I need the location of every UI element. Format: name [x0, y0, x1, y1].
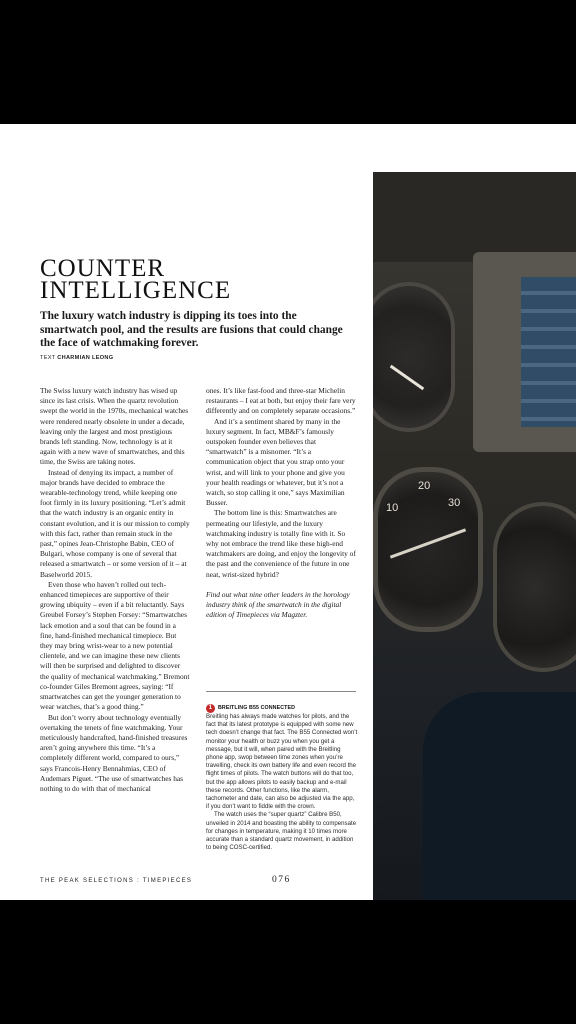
body-paragraph: The Swiss luxury watch industry has wised up since its last crisis. When the quartz revolution swept the world in the 1970s, mechanical watches were rendered nearly obsolete in under a decade, leaving only the largest and most prestigious brands left standing. Now, technology is at it again with a new wave of smartwatches, and this time, the Swiss are taking notes.	[40, 386, 189, 467]
gauge-right	[493, 502, 576, 672]
sidebar-title-text: BREITLING B55 CONNECTED	[218, 705, 296, 711]
headline-line: INTELLIGENCE	[40, 277, 232, 304]
body-paragraph: Even those who haven’t rolled out tech-enhanced timepieces are supportive of their growing ubiquity – even if a bit reluctantly. Says Greubel Forsey’s Stephen Forsey: “Smartwatches lack emotion and a soul that can be found in a fine, hand-finished mechanical timepiece. But they may bring wrist-wear to a new potential clientele, and we can imagine these new clients will then be surprised and delighted to discover the quality of mechanical watchmaking.” Bremont co-founder Giles Bremont agrees, saying: “If smartwatches can get the younger generation to wear watches, that’s a good thing.”	[40, 579, 190, 712]
footer-publication: THE PEAK SELECTIONS : TIMEPIECES	[40, 878, 193, 884]
article-headline	[40, 255, 360, 304]
photo-frame-shadow	[373, 172, 576, 262]
sidebar-divider	[206, 691, 356, 692]
gauge-needle	[390, 528, 466, 558]
dial-number: 30	[448, 497, 461, 509]
body-paragraph: The bottom line is this: Smartwatches are permeating our lifestyle, and the luxury watchmaking industry is totally fine with it. So why not embrace the trend like these high-end watchmakers are doing, and enjoy the longevity of the past and the convenience of the future in one neat, wrist-sized hybrid?	[206, 508, 356, 579]
body-column-1	[40, 386, 190, 794]
body-paragraph: And it’s a sentiment shared by many in the luxury segment. In fact, MB&F’s famously outspoken founder even believes that “smartwatch” is a misnomer. “It’s a communication object that you strap onto your wrist, and will link to your phone and give you your health readings or whatever, but it’s not a watch, so stop calling it one,” says Maximilian Busser.	[206, 416, 345, 508]
dial-number: 10	[386, 502, 399, 514]
byline	[40, 355, 113, 361]
dial-number: 20	[418, 480, 431, 492]
sidebar-title	[206, 703, 356, 713]
byline-label: TEXT	[40, 355, 56, 361]
headline-line: COUNTER	[40, 255, 166, 282]
article-dek: The luxury watch industry is dipping its toes into the smartwatch pool, and the results are fusions that could change the face of watchmaking forever.	[40, 310, 343, 349]
body-paragraph: Instead of denying its impact, a number of major brands have decided to embrace the wearable-technology trend, while keeping one foot firmly in its luxury positioning. “Let’s admit that the watch industry is an organic entity in constant evolution, and it is our mission to comply with this fact, rather than remain stuck in the past,” opines Jean-Christophe Babin, CEO of Bulgari, whose company is one of several that released a smartwatch – or some version of it – at Baselworld 2015.	[40, 467, 190, 579]
sidebar-paragraph: The watch uses the “super quartz” Calibre B50, unveiled in 2014 and boasting the ability to compensate for changes in temperature, making it 10 times more accurate than a standard quartz movement, in addition to being COSC-certified.	[206, 811, 357, 852]
gauge-middle	[373, 467, 483, 632]
magazine-page	[0, 124, 576, 900]
indicator-lights	[521, 277, 576, 427]
gauge-upper	[373, 282, 455, 432]
digital-edition-note: Find out what nine other leaders in the horology industry think of the smartwatch in the digital edition of Timepieces via Magzter.	[206, 589, 350, 620]
body-paragraph: ones. It’s like fast-food and three-star Michelin restaurants – I eat at both, but enjoy their fare very differently and on completely separate occasions.”	[206, 386, 356, 416]
byline-name: CHARMIAN LEONG	[57, 355, 114, 361]
cockpit-photo	[373, 172, 576, 900]
gauge-needle	[390, 365, 424, 390]
page-number: 076	[272, 875, 291, 885]
body-paragraph: But don’t worry about technology eventually overtaking the tenets of fine watchmaking. Your meticulously handcrafted, hand-finished treasures aren’t going anywhere this time. “It’s a completely different world, compared to ours,” says Francois-Henry Bennahmias, CEO of Audemars Piguet. “The use of smartwatches has nothing to do with that of mechanical	[40, 712, 188, 793]
sidebar-number-badge: 1	[206, 704, 215, 713]
sidebar-paragraph: Breitling has always made watches for pilots, and the fact that its latest prototype is equipped with some new tech doesn’t change that fact. The B55 Connected won’t monitor your health or buzz you when you get a message, but it will, when paired with the Breitling phone app, swop between time zones when you’re travelling, check its own battery life and even record the flight times of pilots. The watch buttons will do that too, but the app allows pilots to easily backup and e-mail these records. Other functions, like the alarm, tachometer and date, can also be adjusted via the app, if you don’t want to fiddle with the crown.	[206, 713, 358, 811]
pilot-sleeve	[423, 692, 576, 900]
sidebar-body	[206, 713, 358, 852]
body-column-2	[206, 386, 356, 620]
